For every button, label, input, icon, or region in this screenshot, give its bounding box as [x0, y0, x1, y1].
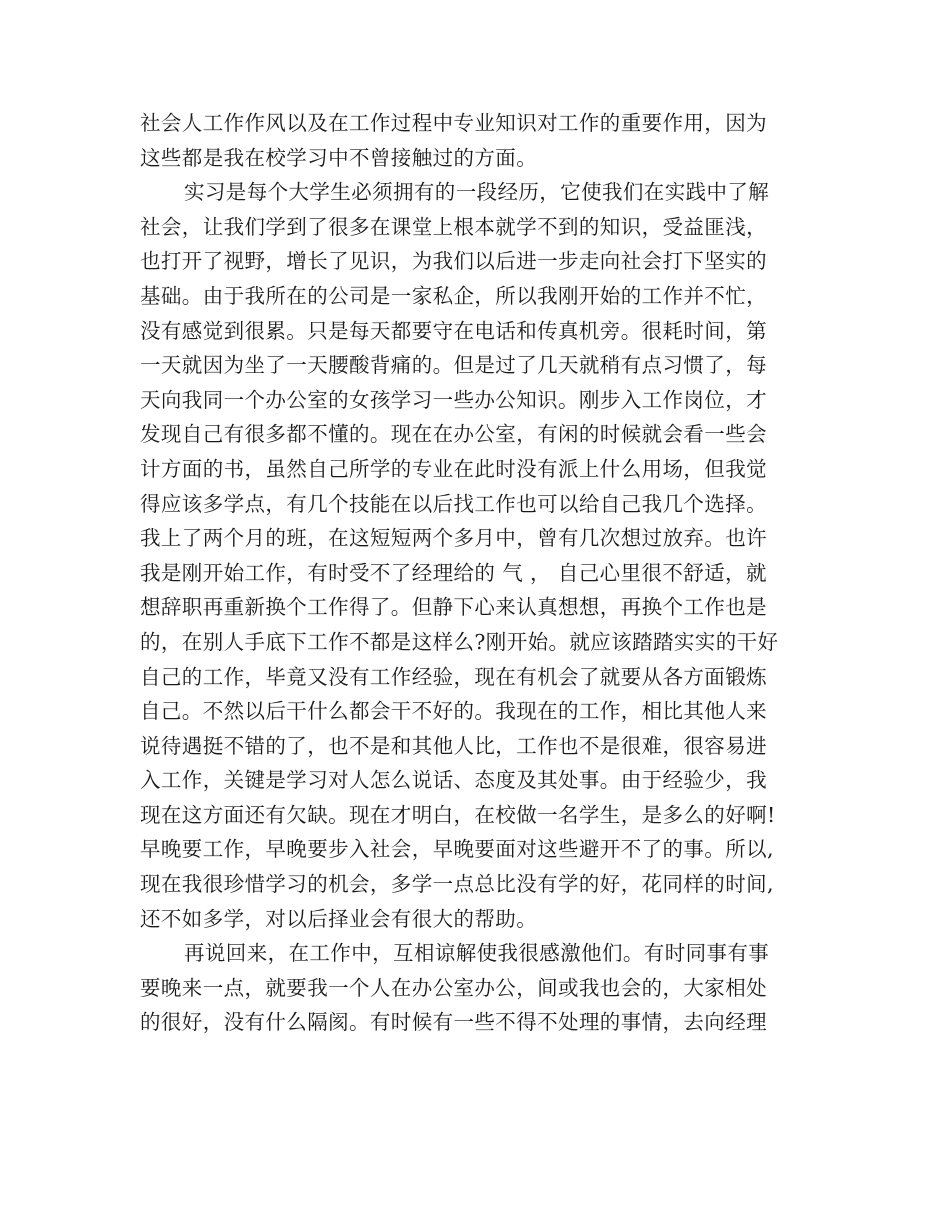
- text-line: 要晚来一点，就要我一个人在办公室办公，间或我也会的，大家相处: [140, 975, 767, 1000]
- text-line: 计方面的书，虽然自己所学的专业在此时没有派上什么用场，但我觉: [140, 456, 767, 481]
- text-line: 没有感觉到很累。只是每天都要守在电话和传真机旁。很耗时间，第: [140, 318, 767, 343]
- text-line: 也打开了视野，增长了见识，为我们以后进一步走向社会打下坚实的: [140, 249, 767, 274]
- text-line: 现在我很珍惜学习的机会，多学一点总比没有学的好，花同样的时间,: [140, 872, 774, 897]
- text-line: 我是刚开始工作，有时受不了经理给的 气 ， 自己心里很不舒适，就: [140, 560, 767, 585]
- text-line: 想辞职再重新换个工作得了。但静下心来认真想想，再换个工作也是: [140, 595, 767, 620]
- text-line: 这些都是我在校学习中不曾接触过的方面。: [140, 145, 538, 170]
- text-line: 说待遇挺不错的了，也不是和其他人比，工作也不是很难，很容易进: [140, 733, 767, 758]
- text-line: 社会人工作作风以及在工作过程中专业知识对工作的重要作用，因为: [140, 111, 767, 135]
- text-line: 得应该多学点，有几个技能在以后找工作也可以给自己我几个选择。: [140, 491, 767, 516]
- text-line: 发现自己有很多都不懂的。现在在办公室，有闲的时候就会看一些会: [140, 422, 767, 447]
- document-body: [140, 106, 810, 1040]
- text-line: 基础。由于我所在的公司是一家私企，所以我刚开始的工作并不忙，: [140, 283, 767, 308]
- text-line: 天向我同一个办公室的女孩学习一些办公知识。刚步入工作岗位，才: [140, 387, 767, 412]
- text-line: 我上了两个月的班，在这短短两个多月中，曾有几次想过放弃。也许: [140, 526, 767, 551]
- paragraph-first-line: 实习是每个大学生必须拥有的一段经历，它使我们在实践中了解: [184, 180, 770, 205]
- text-line: 早晚要工作，早晚要步入社会，早晚要面对这些避开不了的事。所以,: [140, 837, 774, 862]
- text-line: 入工作，关键是学习对人怎么说话、态度及其处事。由于经验少，我: [140, 768, 767, 793]
- text-line: 社会，让我们学到了很多在课堂上根本就学不到的知识，受益匪浅，: [140, 214, 767, 239]
- text-line: 自己。不然以后干什么都会干不好的。我现在的工作，相比其他人来: [140, 699, 767, 724]
- text-line: 的，在别人手底下工作不都是这样么?刚开始。就应该踏踏实实的干好: [140, 629, 779, 654]
- text-line: 一天就因为坐了一天腰酸背痛的。但是过了几天就稍有点习惯了，每: [140, 353, 767, 378]
- text-line: 还不如多学，对以后择业会有很大的帮助。: [140, 906, 538, 931]
- text-line: 自己的工作，毕竟又没有工作经验，现在有机会了就要从各方面锻炼: [140, 664, 767, 689]
- text-line: 现在这方面还有欠缺。现在才明白，在校做一名学生，是多么的好啊!: [140, 802, 776, 827]
- text-line: 的很好，没有什么隔阂。有时候有一些不得不处理的事情，去向经理: [140, 1010, 767, 1035]
- paragraph-first-line: 再说回来，在工作中，互相谅解使我很感激他们。有时同事有事: [184, 941, 770, 966]
